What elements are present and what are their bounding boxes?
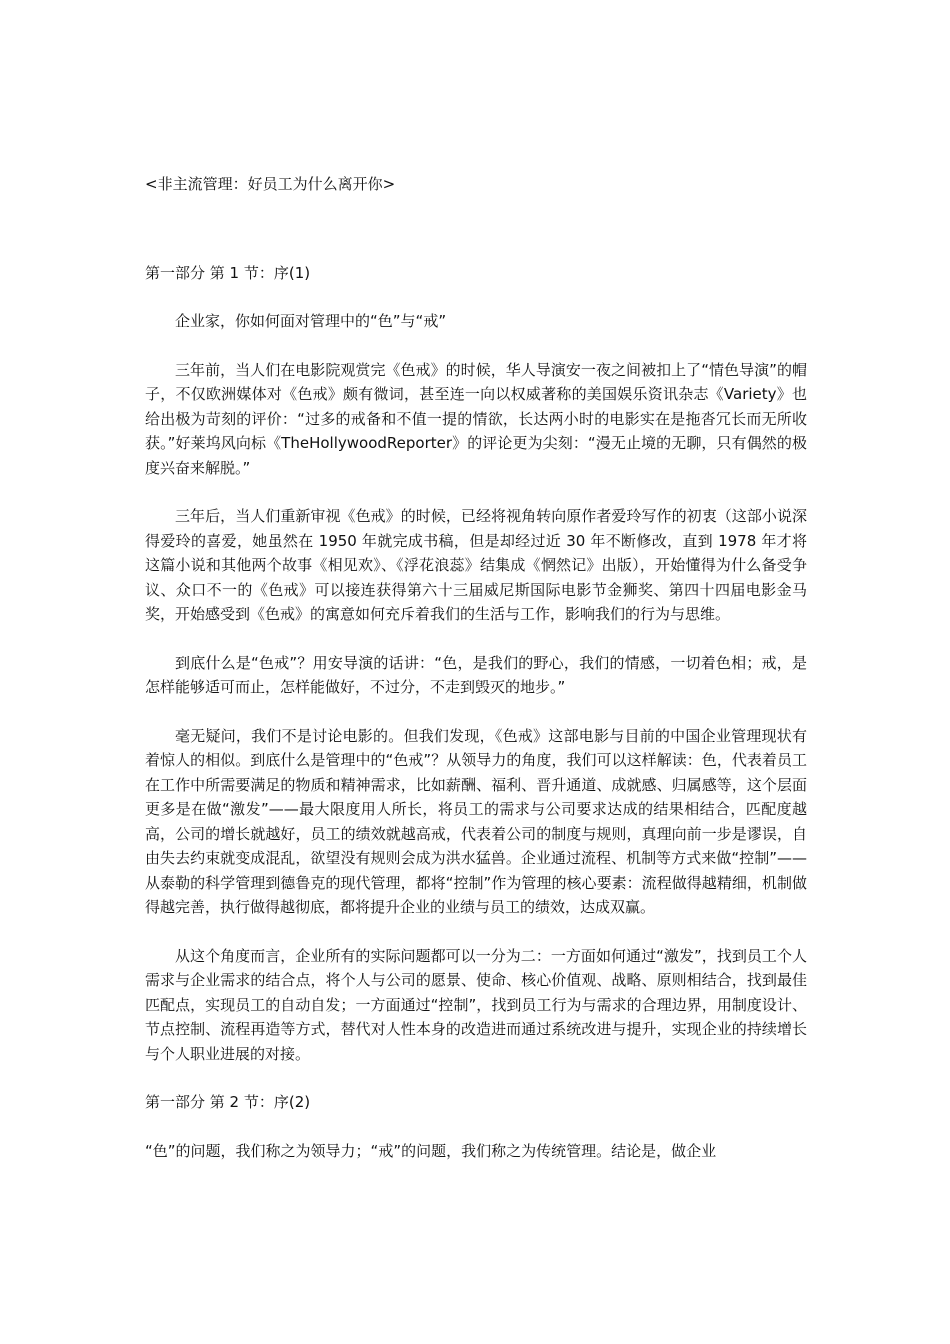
paragraph-2: 三年后，当人们重新审视《色戒》的时候，已经将视角转向原作者爱玲写作的初衷（这部小说深得爱玲的喜爱，她虽然在 1950 年就完成书稿，但是却经过近 30 年不断修改，直到 1978 年才将这篇小说和其他两个故事《相见欢》、《浮花浪蕊》结集成《惘然记》出版），开始懂得为什么备受争议、众口不一的《色戒》可以接连获得第六十三届威尼斯国际电影节金狮奖、第四十四届电影金马奖，开始感受到《色戒》的寓意如何充斥着我们的生活与工作，影响我们的行为与思维。 bbox=[145, 507, 807, 623]
paragraph-subtitle: 企业家，你如何面对管理中的“色”与“戒” bbox=[175, 312, 447, 330]
document-title: <非主流管理：好员工为什么离开你> bbox=[145, 175, 396, 193]
paragraph-6: “色”的问题，我们称之为领导力；“戒”的问题，我们称之为传统管理。结论是，做企业 bbox=[145, 1141, 717, 1160]
document-page bbox=[145, 172, 807, 1187]
section-heading-1: 第一部分 第 1 节：序(1) bbox=[145, 263, 311, 282]
section-heading-2: 第一部分 第 2 节：序(2) bbox=[145, 1093, 311, 1111]
paragraph-5: 从这个角度而言，企业所有的实际问题都可以一分为二：一方面如何通过“激发”，找到员工个人需求与企业需求的结合点，将个人与公司的愿景、使命、核心价值观、战略、原则相结合，找到最佳匹配点，实现员工的自动自发；一方面通过“控制”，找到员工行为与需求的合理边界，用制度设计、节点控制、流程再造等方式，替代对人性本身的改造进而通过系统改进与提升，实现企业的持续增长与个人职业进展的对接。 bbox=[145, 946, 807, 1063]
paragraph-1: 三年前，当人们在电影院观赏完《色戒》的时候，华人导演安一夜之间被扣上了“情色导演”的帽子，不仅欧洲媒体对《色戒》颇有微词，甚至连一向以权威著称的美国娱乐资讯杂志《Variety》也给出极为苛刻的评价：“过多的戒备和不值一提的情欲，长达两小时的电影实在是拖沓冗长而无所收获。”好莱坞风向标《TheHollywoodReporter》的评论更为尖刻：“漫无止境的无聊，只有偶然的极度兴奋来解脱。” bbox=[145, 360, 807, 477]
paragraph-3: 到底什么是“色戒”？用安导演的话讲：“色，是我们的野心，我们的情感，一切着色相；戒，是怎样能够适可而止，怎样能做好，不过分，不走到毁灭的地步。” bbox=[145, 653, 807, 696]
paragraph-4: 毫无疑问，我们不是讨论电影的。但我们发现，《色戒》这部电影与目前的中国企业管理现状有着惊人的相似。到底什么是管理中的“色戒”？从领导力的角度，我们可以这样解读：色，代表着员工在工作中所需要满足的物质和精神需求，比如薪酬、福利、晋升通道、成就感、归属感等，这个层面更多是在做“激发”——最大限度用人所长，将员工的需求与公司要求达成的结果相结合，匹配度越高，公司的增长就越好，员工的绩效就越高戒，代表着公司的制度与规则，真理向前一步是谬误，自由失去约束就变成混乱，欲望没有规则会成为洪水猛兽。企业通过流程、机制等方式来做“控制”——从泰勒的科学管理到德鲁克的现代管理，都将“控制”作为管理的核心要素：流程做得越精细，机制做得越完善，执行做得越彻底，都将提升企业的业绩与员工的绩效，达成双赢。 bbox=[145, 726, 807, 916]
